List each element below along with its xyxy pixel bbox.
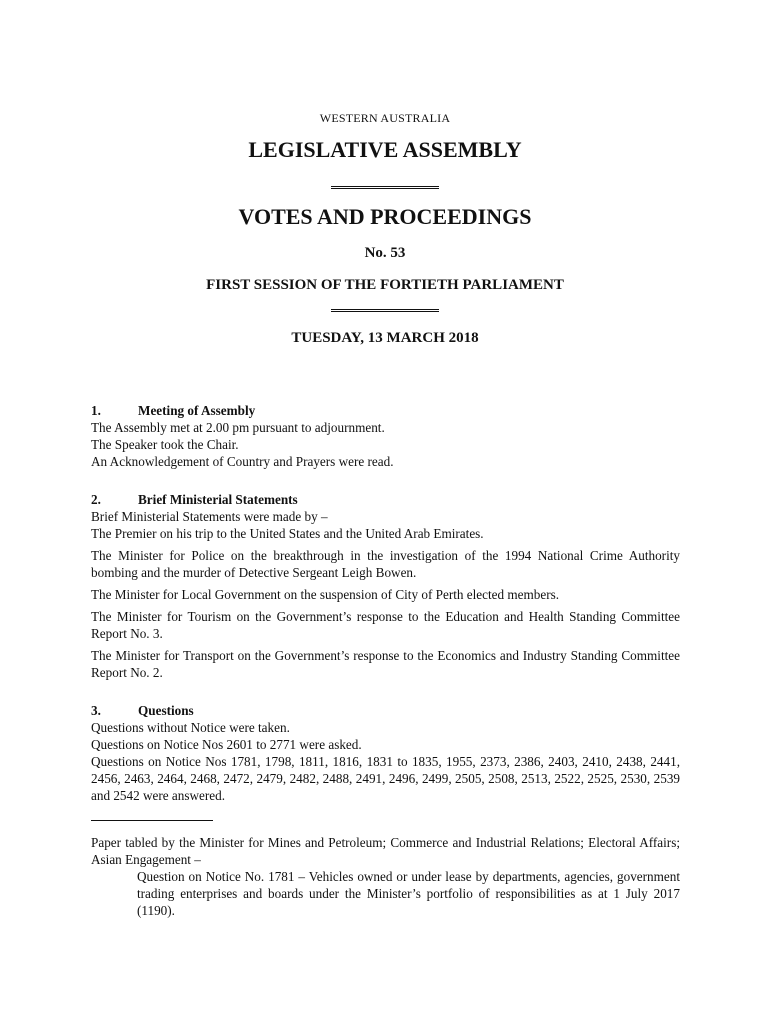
statement-paragraph: The Minister for Local Government on the suspension of City of Perth elected members. bbox=[91, 587, 560, 602]
item-line: The Assembly met at 2.00 pm pursuant to adjournment. bbox=[91, 420, 385, 435]
paper-tabled-note bbox=[91, 834, 680, 919]
item-title: Meeting of Assembly bbox=[138, 403, 256, 418]
statement-paragraph: The Premier on his trip to the United States and the United Arab Emirates. bbox=[91, 526, 484, 541]
item-line: An Acknowledgement of Country and Prayers were read. bbox=[91, 454, 394, 469]
item-heading bbox=[91, 491, 680, 508]
item-line: Questions on Notice Nos 2601 to 2771 were asked. bbox=[91, 737, 362, 752]
item-number: 2. bbox=[91, 492, 101, 507]
issue-number: No. 53 bbox=[364, 245, 406, 261]
session-label: FIRST SESSION OF THE FORTIETH PARLIAMENT bbox=[206, 277, 564, 293]
sitting-date: TUESDAY, 13 MARCH 2018 bbox=[291, 330, 479, 346]
item-line: Questions on Notice Nos 1781, 1798, 1811, 1816, 1831 to 1835, 1955, 2373, 2386, 2403, 2410, 2438, 2441, 2456, 2463, 2464, 2468, 2472, 2479, 2482, 2488, 2491, 2496, 2499, 2505, 2508, 2513, 2522, 2525, 2530, 2539 and 2542 were answered. bbox=[91, 754, 680, 803]
item-title: Brief Ministerial Statements bbox=[138, 492, 298, 507]
item-heading bbox=[91, 402, 680, 419]
item-meeting-of-assembly bbox=[91, 402, 680, 470]
item-heading bbox=[91, 702, 680, 719]
document-title: VOTES AND PROCEEDINGS bbox=[238, 204, 532, 229]
paper-detail: Question on Notice No. 1781 – Vehicles owned or under lease by departments, agencies, government trading enterprises and boards under the Minister’s portfolio of responsibilities as at 1 July 2017 (1190). bbox=[137, 869, 680, 918]
statement-paragraph: The Minister for Tourism on the Government’s response to the Education and Health Standing Committee Report No. 3. bbox=[91, 609, 680, 641]
session-divider bbox=[331, 309, 439, 312]
item-questions bbox=[91, 702, 680, 804]
paper-intro: Paper tabled by the Minister for Mines and Petroleum; Commerce and Industrial Relations; Electoral Affairs; Asian Engagement – bbox=[91, 835, 680, 867]
item-number: 1. bbox=[91, 403, 101, 418]
footnote-divider bbox=[91, 820, 213, 821]
house-title: LEGISLATIVE ASSEMBLY bbox=[248, 137, 522, 162]
state-label: WESTERN AUSTRALIA bbox=[319, 111, 451, 125]
item-number: 3. bbox=[91, 703, 101, 718]
title-divider bbox=[331, 186, 439, 189]
item-brief-ministerial-statements bbox=[91, 491, 680, 681]
statement-paragraph: The Minister for Transport on the Government’s response to the Economics and Industry Standing Committee Report No. 2. bbox=[91, 648, 680, 680]
item-intro: Brief Ministerial Statements were made by – bbox=[91, 509, 328, 524]
statement-paragraph: The Minister for Police on the breakthrough in the investigation of the 1994 National Crime Authority bombing and the murder of Detective Sergeant Leigh Bowen. bbox=[91, 548, 680, 580]
item-line: The Speaker took the Chair. bbox=[91, 437, 239, 452]
item-title: Questions bbox=[138, 703, 194, 718]
item-line: Questions without Notice were taken. bbox=[91, 720, 290, 735]
